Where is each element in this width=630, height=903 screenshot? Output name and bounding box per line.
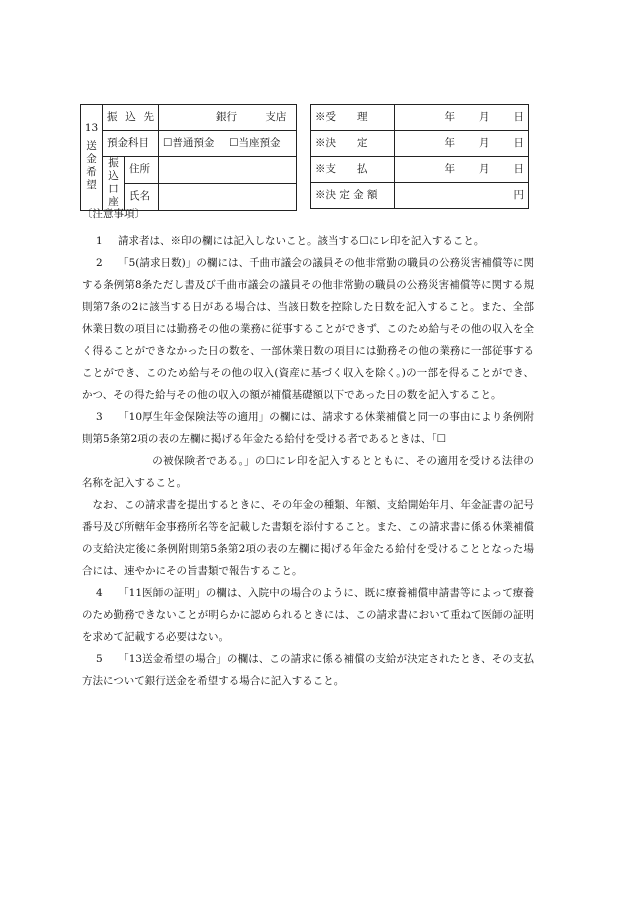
note-item-5: 5 「13送金希望の場合」の欄は、この請求に係る補償の支給が決定されたとき、その支払方法について銀行送金を希望する場合に記入すること。 bbox=[82, 652, 534, 687]
account-type-label: 預金科目 bbox=[103, 131, 159, 157]
remittance-table bbox=[80, 104, 297, 211]
processing-table bbox=[310, 104, 529, 209]
current-deposit-checkbox[interactable]: ☐当座預金 bbox=[229, 136, 281, 149]
section-13-heading bbox=[81, 105, 103, 211]
paid-date-field[interactable]: 年 月 日 bbox=[395, 157, 529, 183]
name-label: 氏名 bbox=[125, 183, 159, 210]
decided-label: ※決 定 bbox=[311, 131, 395, 157]
notes-title: 〔注意事項〕 bbox=[82, 208, 145, 220]
name-field[interactable] bbox=[159, 183, 297, 210]
notes-section bbox=[82, 208, 534, 692]
account-type-options bbox=[159, 131, 297, 157]
note-item-3: 3 「10厚生年金保険法等の適用」の欄には、請求する休業補償と同一の事由により条例附則第5条第2項の表の左欄に掲げる年金たる給付を受ける者であるときは、「☐ の被保険者である。」の☐にレ印を記入するとともに、その適用を受ける法律の名称を記入すること。 bbox=[82, 410, 534, 489]
decided-amount-field[interactable]: 円 bbox=[395, 183, 529, 209]
ordinary-deposit-checkbox[interactable]: ☐普通預金 bbox=[163, 136, 215, 149]
received-date-field[interactable]: 年 月 日 bbox=[395, 105, 529, 131]
section-title-char: 希 bbox=[86, 165, 97, 178]
note-item-4: 4 「11医師の証明」の欄は、入院中の場合のように、既に療養補償申請書等によって療養のため勤務できないことが明らかに認められるときには、この請求書において重ねて医師の証明を求めて記載する必要はない。 bbox=[82, 586, 534, 643]
note-item-2: 2 「5(請求日数)」の欄には、千曲市議会の議員その他非常勤の職員の公務災害補償等に関する条例第8条ただし書及び千曲市議会の議員その他非常勤の職員の公務災害補償等に関する規則第7条の2に該当する日がある場合は、当該日数を控除した日数を記入すること。また、全部休業日数の項目には勤務その他の業務に従事することができず、このため給与その他の収入を全く得ることができなかった日の数を、一部休業日数の項目には勤務その他の業務に一部従事することができ、このため給与その他の収入(資産に基づく収入を除く。)の一部を得ることができ、かつ、その得た給与その他の収入の額が補償基礎額以下であった日の数を記入すること。 bbox=[82, 256, 534, 401]
received-label: ※受 理 bbox=[311, 105, 395, 131]
branch-label: 支店 bbox=[265, 110, 287, 123]
paid-label: ※支 払 bbox=[311, 157, 395, 183]
bank-branch-field[interactable] bbox=[159, 105, 297, 131]
decided-amount-label: ※決 定 金 額 bbox=[311, 183, 395, 209]
address-field[interactable] bbox=[159, 157, 297, 184]
destination-label: 振込先 bbox=[103, 105, 159, 131]
section-title-char: 送 bbox=[86, 139, 97, 152]
note-item-1: 1 請求者は、※印の欄には記入しないこと。該当する☐にレ印を記入すること。 bbox=[96, 234, 485, 247]
bank-label: 銀行 bbox=[216, 110, 237, 123]
section-title-char: 望 bbox=[86, 178, 97, 191]
decided-date-field[interactable]: 年 月 日 bbox=[395, 131, 529, 157]
section-number: 13 bbox=[84, 122, 99, 135]
note-item-3-paragraph-2: なお、この請求書を提出するときに、その年金の種類、年額、支給開始年月、年金証書の記号番号及び所轄年金事務所名等を記載した書類を添付すること。また、この請求書に係る休業補償の支給決定後に条例附則第5条第2項の表の左欄に掲げる年金たる給付を受けることとなった場合には、速やかにその旨書類で報告すること。 bbox=[82, 498, 534, 577]
transfer-account-label: 振 込 口 座 bbox=[103, 157, 125, 211]
section-title-char: 金 bbox=[86, 152, 97, 165]
address-label: 住所 bbox=[125, 157, 159, 184]
